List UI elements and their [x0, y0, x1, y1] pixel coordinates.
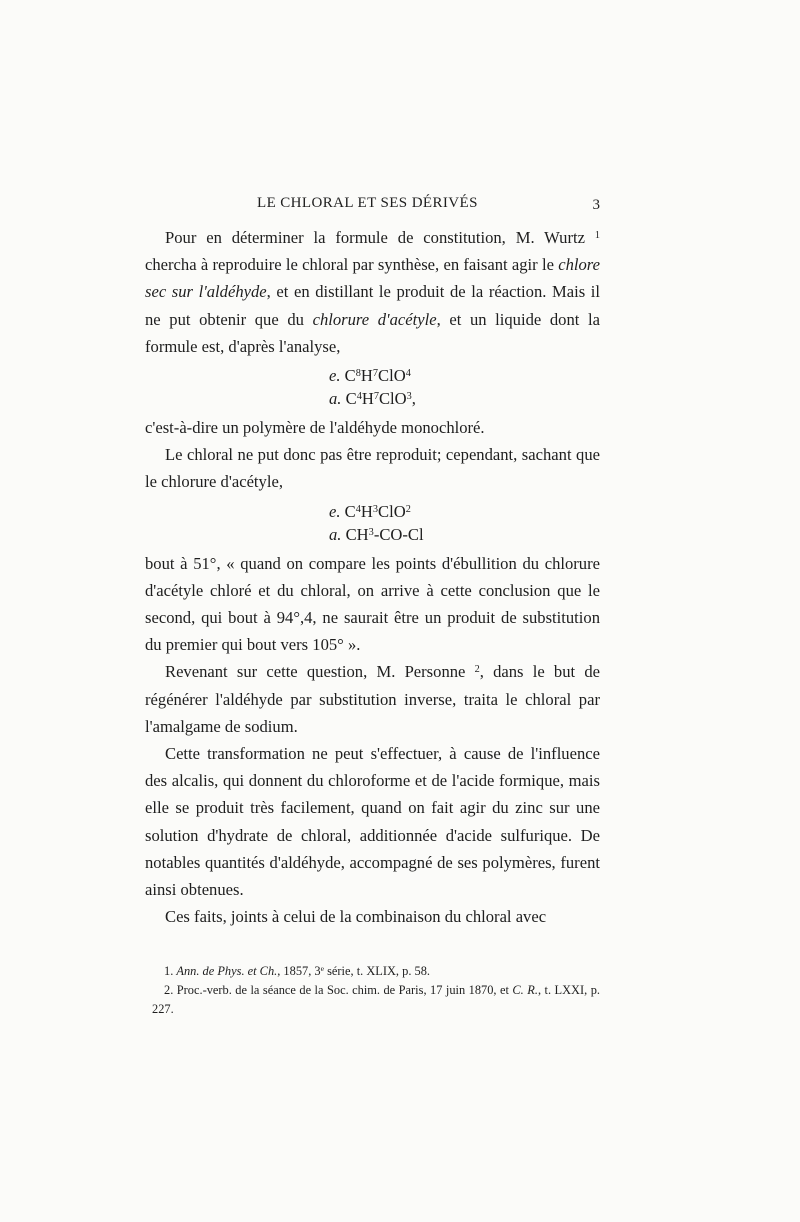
formula-block-1 — [145, 364, 600, 410]
formula-equivalent-notation: e. $C^8H^7ClO^4$ — [329, 366, 411, 386]
formula-block-2 — [145, 500, 600, 546]
paragraph-7: Ces faits, joints à celui de la combinaison du chloral avec — [165, 907, 547, 927]
running-title: LE CHLORAL ET SES DÉRIVÉS — [257, 195, 478, 211]
paragraph-5: Revenant sur cette question, M. Personne $^2$, dans le but de régénérer l'aldéhyde par substitution inverse, traita le chloral par l'amalgame de sodium. — [145, 662, 600, 736]
footnote-ref-1: 1 — [594, 229, 600, 241]
formula-atomic-notation: a. $CH^3-CO-Cl$ — [329, 524, 424, 544]
footnote-2: 2. Proc.-verb. de la séance de la Soc. chim. de Paris, 17 juin 1870, et C. R., t. LXXI, p. 227. — [152, 983, 600, 1016]
paragraph-2: c'est-à-dire un polymère de l'aldéhyde monochloré. — [145, 418, 485, 438]
footnotes — [152, 962, 600, 1019]
formula-atomic-notation: a. $C^4H^7ClO^3$, — [329, 389, 416, 409]
page-header — [145, 195, 600, 221]
page-number: 3 — [592, 197, 600, 213]
paragraph-3: Le chloral ne put donc pas être reproduit; cependant, sachant que le chlorure d'acétyle, — [145, 445, 600, 492]
formula-equivalent-notation: e. $C^4H^3ClO^2$ — [329, 501, 411, 521]
body-text — [145, 224, 600, 930]
paragraph-4: bout à 51°, « quand on compare les points d'ébullition du chlorure d'acétyle chloré et du chloral, on arrive à cette conclusion que le second, qui bout à 94°,4, ne saurait être un produit de substitution du premier qui bout vers 105° ». — [145, 553, 600, 655]
paragraph-6: Cette transformation ne peut s'effectuer, à cause de l'influence des alcalis, qui donnent du chloroforme et de l'acide formique, mais elle se produit très facilement, quand on fait agir du zinc sur une solution d'hydrate de chloral, additionnée d'acide sulfurique. De notables quantités d'aldéhyde, accompagné de ses polymères, furent ainsi obtenues. — [145, 744, 600, 900]
footnote-1: 1. Ann. de Phys. et Ch., 1857, 3e série, t. XLIX, p. 58. — [164, 964, 431, 978]
italic-phrase: chlore sec sur l'aldéhyde — [145, 255, 600, 302]
italic-phrase: chlorure d'acétyle — [312, 309, 437, 329]
footnote-ref-2: 2 — [474, 664, 480, 676]
paragraph-1: Pour en déterminer la formule de constitution, M. Wurtz $^1$ chercha à reproduire le chloral par synthèse, en faisant agir le chlore sec sur l'aldéhyde, et en distillant le produit de la réaction. Mais il ne put obtenir que du chlorure d'acétyle, et un liquide dont la formule est, d'après l'analyse, — [145, 228, 601, 356]
